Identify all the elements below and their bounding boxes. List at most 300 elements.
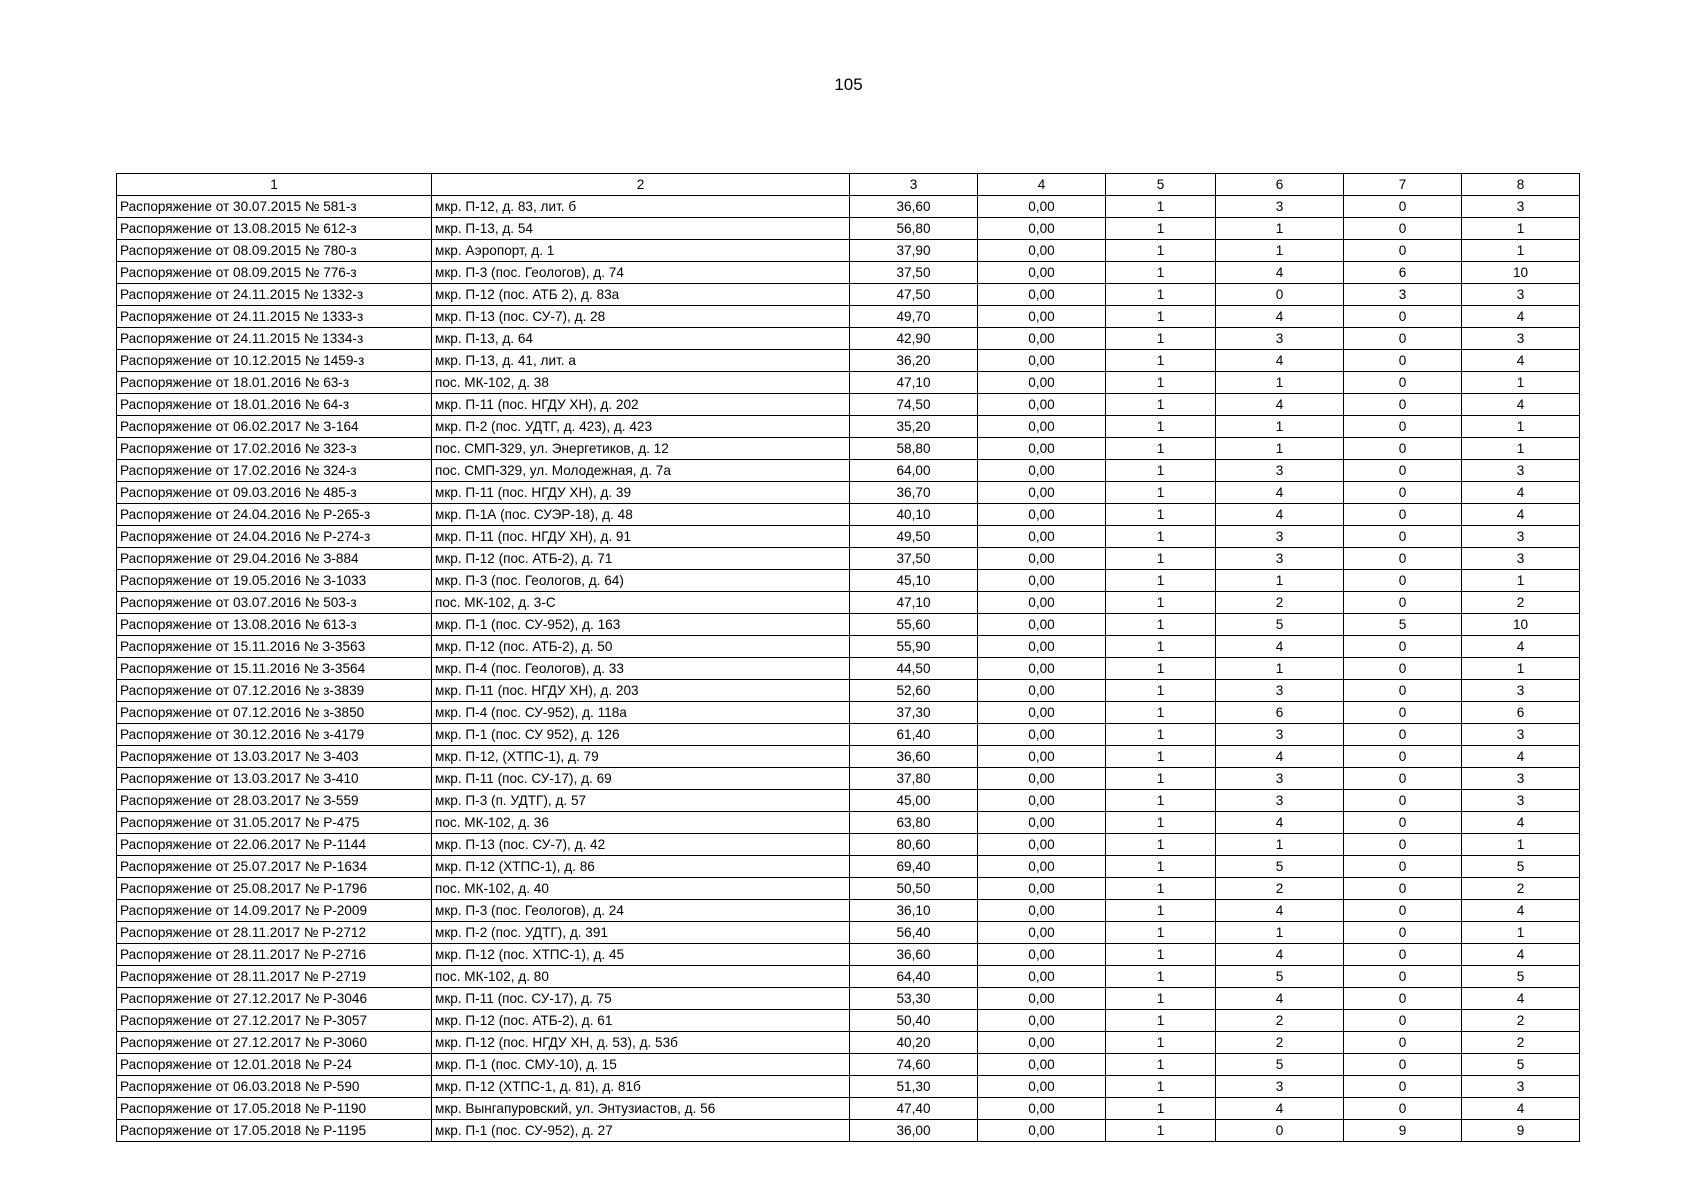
count-cell: 1	[1106, 680, 1216, 702]
table-row	[117, 548, 1580, 570]
table-row	[117, 988, 1580, 1010]
value-cell: 0,00	[978, 966, 1106, 988]
document-cell: Распоряжение от 19.05.2016 № З-1033	[117, 570, 432, 592]
document-cell: Распоряжение от 18.01.2016 № 64-з	[117, 394, 432, 416]
address-cell: мкр. П-11 (пос. СУ-17), д. 75	[432, 988, 850, 1010]
count-cell: 3	[1216, 460, 1344, 482]
count-cell: 1	[1106, 1054, 1216, 1076]
value-cell: 0,00	[978, 944, 1106, 966]
value-cell: 0,00	[978, 724, 1106, 746]
count-cell: 1	[1106, 922, 1216, 944]
table-row	[117, 878, 1580, 900]
address-cell: мкр. П-11 (пос. НГДУ ХН), д. 91	[432, 526, 850, 548]
address-cell: пос. МК-102, д. 36	[432, 812, 850, 834]
table-row	[117, 1010, 1580, 1032]
value-cell: 0,00	[978, 504, 1106, 526]
count-cell: 1	[1106, 1032, 1216, 1054]
table-row	[117, 680, 1580, 702]
table-row	[117, 856, 1580, 878]
count-cell: 1	[1106, 944, 1216, 966]
table-row	[117, 1098, 1580, 1120]
table-row	[117, 284, 1580, 306]
document-cell: Распоряжение от 08.09.2015 № 780-з	[117, 240, 432, 262]
total-cell: 4	[1462, 812, 1580, 834]
address-cell: мкр. П-3 (пос. Геологов), д. 74	[432, 262, 850, 284]
count-cell: 0	[1344, 702, 1462, 724]
address-cell: мкр. П-12 (пос. ХТПС-1), д. 45	[432, 944, 850, 966]
count-cell: 0	[1344, 636, 1462, 658]
document-cell: Распоряжение от 06.02.2017 № З-164	[117, 416, 432, 438]
address-cell: пос. МК-102, д. 80	[432, 966, 850, 988]
address-cell: мкр. П-4 (пос. Геологов), д. 33	[432, 658, 850, 680]
header-cell: 8	[1462, 174, 1580, 196]
total-cell: 1	[1462, 372, 1580, 394]
count-cell: 1	[1106, 526, 1216, 548]
document-cell: Распоряжение от 27.12.2017 № Р-3046	[117, 988, 432, 1010]
area-cell: 64,00	[850, 460, 978, 482]
value-cell: 0,00	[978, 636, 1106, 658]
table-row	[117, 812, 1580, 834]
address-cell: мкр. П-2 (пос. УДТГ, д. 423), д. 423	[432, 416, 850, 438]
count-cell: 3	[1344, 284, 1462, 306]
value-cell: 0,00	[978, 614, 1106, 636]
value-cell: 0,00	[978, 350, 1106, 372]
document-cell: Распоряжение от 24.11.2015 № 1333-з	[117, 306, 432, 328]
value-cell: 0,00	[978, 856, 1106, 878]
table-row	[117, 394, 1580, 416]
table-row	[117, 1054, 1580, 1076]
document-cell: Распоряжение от 31.05.2017 № Р-475	[117, 812, 432, 834]
total-cell: 2	[1462, 878, 1580, 900]
table-row	[117, 328, 1580, 350]
address-cell: мкр. П-1 (пос. СМУ-10), д. 15	[432, 1054, 850, 1076]
count-cell: 3	[1216, 724, 1344, 746]
count-cell: 1	[1216, 372, 1344, 394]
total-cell: 4	[1462, 1098, 1580, 1120]
value-cell: 0,00	[978, 878, 1106, 900]
value-cell: 0,00	[978, 812, 1106, 834]
document-cell: Распоряжение от 17.02.2016 № 323-з	[117, 438, 432, 460]
count-cell: 1	[1106, 438, 1216, 460]
total-cell: 1	[1462, 658, 1580, 680]
header-cell: 5	[1106, 174, 1216, 196]
total-cell: 4	[1462, 636, 1580, 658]
count-cell: 4	[1216, 482, 1344, 504]
total-cell: 4	[1462, 394, 1580, 416]
count-cell: 1	[1106, 614, 1216, 636]
total-cell: 3	[1462, 526, 1580, 548]
count-cell: 0	[1344, 878, 1462, 900]
count-cell: 4	[1216, 988, 1344, 1010]
area-cell: 53,30	[850, 988, 978, 1010]
address-cell: пос. СМП-329, ул. Энергетиков, д. 12	[432, 438, 850, 460]
area-cell: 51,30	[850, 1076, 978, 1098]
table-row	[117, 504, 1580, 526]
count-cell: 0	[1344, 592, 1462, 614]
address-cell: пос. СМП-329, ул. Молодежная, д. 7а	[432, 460, 850, 482]
table-row	[117, 1032, 1580, 1054]
count-cell: 1	[1106, 306, 1216, 328]
address-cell: мкр. П-11 (пос. СУ-17), д. 69	[432, 768, 850, 790]
area-cell: 55,90	[850, 636, 978, 658]
document-cell: Распоряжение от 24.11.2015 № 1332-з	[117, 284, 432, 306]
total-cell: 3	[1462, 460, 1580, 482]
document-cell: Распоряжение от 13.03.2017 № З-403	[117, 746, 432, 768]
total-cell: 1	[1462, 218, 1580, 240]
address-cell: мкр. Вынгапуровский, ул. Энтузиастов, д. 56	[432, 1098, 850, 1120]
table-row	[117, 746, 1580, 768]
address-cell: мкр. П-13, д. 41, лит. а	[432, 350, 850, 372]
table-row	[117, 1120, 1580, 1142]
total-cell: 9	[1462, 1120, 1580, 1142]
table-row	[117, 900, 1580, 922]
count-cell: 5	[1344, 614, 1462, 636]
total-cell: 3	[1462, 1076, 1580, 1098]
address-cell: мкр. П-13 (пос. СУ-7), д. 42	[432, 834, 850, 856]
area-cell: 37,90	[850, 240, 978, 262]
area-cell: 80,60	[850, 834, 978, 856]
value-cell: 0,00	[978, 218, 1106, 240]
count-cell: 0	[1344, 372, 1462, 394]
count-cell: 0	[1344, 746, 1462, 768]
table-row	[117, 944, 1580, 966]
area-cell: 52,60	[850, 680, 978, 702]
count-cell: 0	[1344, 504, 1462, 526]
count-cell: 2	[1216, 1010, 1344, 1032]
area-cell: 36,00	[850, 1120, 978, 1142]
value-cell: 0,00	[978, 526, 1106, 548]
count-cell: 1	[1106, 262, 1216, 284]
document-cell: Распоряжение от 07.12.2016 № з-3839	[117, 680, 432, 702]
value-cell: 0,00	[978, 1010, 1106, 1032]
count-cell: 1	[1106, 812, 1216, 834]
count-cell: 1	[1216, 416, 1344, 438]
address-cell: мкр. П-11 (пос. НГДУ ХН), д. 202	[432, 394, 850, 416]
count-cell: 1	[1216, 658, 1344, 680]
count-cell: 1	[1106, 570, 1216, 592]
value-cell: 0,00	[978, 592, 1106, 614]
count-cell: 4	[1216, 900, 1344, 922]
count-cell: 3	[1216, 548, 1344, 570]
table-row	[117, 1076, 1580, 1098]
value-cell: 0,00	[978, 922, 1106, 944]
count-cell: 0	[1344, 834, 1462, 856]
count-cell: 4	[1216, 262, 1344, 284]
area-cell: 45,10	[850, 570, 978, 592]
count-cell: 4	[1216, 636, 1344, 658]
count-cell: 1	[1106, 196, 1216, 218]
count-cell: 0	[1344, 658, 1462, 680]
total-cell: 1	[1462, 570, 1580, 592]
count-cell: 0	[1344, 1076, 1462, 1098]
count-cell: 1	[1216, 218, 1344, 240]
count-cell: 0	[1344, 438, 1462, 460]
count-cell: 1	[1106, 592, 1216, 614]
table-row	[117, 350, 1580, 372]
address-cell: мкр. П-1 (пос. СУ-952), д. 163	[432, 614, 850, 636]
total-cell: 4	[1462, 746, 1580, 768]
count-cell: 1	[1106, 988, 1216, 1010]
total-cell: 4	[1462, 504, 1580, 526]
value-cell: 0,00	[978, 900, 1106, 922]
area-cell: 49,70	[850, 306, 978, 328]
area-cell: 36,60	[850, 196, 978, 218]
total-cell: 4	[1462, 350, 1580, 372]
count-cell: 4	[1216, 812, 1344, 834]
table-header	[117, 174, 1580, 196]
document-cell: Распоряжение от 15.11.2016 № З-3563	[117, 636, 432, 658]
count-cell: 4	[1216, 944, 1344, 966]
count-cell: 5	[1216, 614, 1344, 636]
count-cell: 1	[1106, 658, 1216, 680]
count-cell: 0	[1344, 900, 1462, 922]
total-cell: 3	[1462, 196, 1580, 218]
count-cell: 1	[1216, 438, 1344, 460]
count-cell: 1	[1106, 636, 1216, 658]
value-cell: 0,00	[978, 284, 1106, 306]
total-cell: 10	[1462, 614, 1580, 636]
value-cell: 0,00	[978, 306, 1106, 328]
table-row	[117, 460, 1580, 482]
total-cell: 2	[1462, 1032, 1580, 1054]
count-cell: 1	[1106, 548, 1216, 570]
count-cell: 1	[1106, 482, 1216, 504]
count-cell: 1	[1106, 768, 1216, 790]
table-row	[117, 438, 1580, 460]
count-cell: 0	[1344, 394, 1462, 416]
area-cell: 45,00	[850, 790, 978, 812]
count-cell: 0	[1344, 482, 1462, 504]
area-cell: 40,10	[850, 504, 978, 526]
total-cell: 1	[1462, 416, 1580, 438]
table-row	[117, 790, 1580, 812]
count-cell: 4	[1216, 504, 1344, 526]
document-cell: Распоряжение от 25.08.2017 № Р-1796	[117, 878, 432, 900]
total-cell: 10	[1462, 262, 1580, 284]
value-cell: 0,00	[978, 262, 1106, 284]
count-cell: 0	[1344, 218, 1462, 240]
count-cell: 2	[1216, 878, 1344, 900]
value-cell: 0,00	[978, 1120, 1106, 1142]
address-cell: мкр. П-12 (пос. АТБ-2), д. 50	[432, 636, 850, 658]
address-cell: мкр. Аэропорт, д. 1	[432, 240, 850, 262]
area-cell: 47,40	[850, 1098, 978, 1120]
total-cell: 1	[1462, 240, 1580, 262]
table-row	[117, 306, 1580, 328]
document-cell: Распоряжение от 17.05.2018 № Р-1190	[117, 1098, 432, 1120]
count-cell: 1	[1216, 922, 1344, 944]
count-cell: 0	[1344, 724, 1462, 746]
count-cell: 0	[1344, 944, 1462, 966]
address-cell: мкр. П-2 (пос. УДТГ), д. 391	[432, 922, 850, 944]
total-cell: 3	[1462, 284, 1580, 306]
count-cell: 3	[1216, 768, 1344, 790]
document-cell: Распоряжение от 15.11.2016 № З-3564	[117, 658, 432, 680]
count-cell: 1	[1106, 1120, 1216, 1142]
count-cell: 0	[1344, 966, 1462, 988]
address-cell: пос. МК-102, д. 38	[432, 372, 850, 394]
address-cell: пос. МК-102, д. 40	[432, 878, 850, 900]
count-cell: 1	[1106, 878, 1216, 900]
count-cell: 0	[1344, 856, 1462, 878]
area-cell: 35,20	[850, 416, 978, 438]
area-cell: 37,30	[850, 702, 978, 724]
area-cell: 47,10	[850, 592, 978, 614]
area-cell: 42,90	[850, 328, 978, 350]
address-cell: мкр. П-4 (пос. СУ-952), д. 118а	[432, 702, 850, 724]
document-cell: Распоряжение от 27.12.2017 № Р-3057	[117, 1010, 432, 1032]
address-cell: мкр. П-1А (пос. СУЭР-18), д. 48	[432, 504, 850, 526]
address-cell: мкр. П-12 (ХТПС-1), д. 86	[432, 856, 850, 878]
count-cell: 0	[1216, 284, 1344, 306]
document-cell: Распоряжение от 24.04.2016 № Р-265-з	[117, 504, 432, 526]
table-row	[117, 768, 1580, 790]
header-cell: 3	[850, 174, 978, 196]
area-cell: 37,50	[850, 262, 978, 284]
count-cell: 1	[1106, 350, 1216, 372]
total-cell: 3	[1462, 724, 1580, 746]
value-cell: 0,00	[978, 482, 1106, 504]
document-cell: Распоряжение от 13.03.2017 № З-410	[117, 768, 432, 790]
total-cell: 4	[1462, 988, 1580, 1010]
value-cell: 0,00	[978, 1098, 1106, 1120]
count-cell: 1	[1106, 240, 1216, 262]
document-cell: Распоряжение от 09.03.2016 № 485-з	[117, 482, 432, 504]
table-row	[117, 526, 1580, 548]
total-cell: 4	[1462, 306, 1580, 328]
count-cell: 1	[1106, 724, 1216, 746]
total-cell: 3	[1462, 790, 1580, 812]
area-cell: 50,50	[850, 878, 978, 900]
address-cell: мкр. П-3 (пос. Геологов, д. 64)	[432, 570, 850, 592]
document-cell: Распоряжение от 17.02.2016 № 324-з	[117, 460, 432, 482]
document-cell: Распоряжение от 28.11.2017 № Р-2716	[117, 944, 432, 966]
count-cell: 5	[1216, 1054, 1344, 1076]
count-cell: 0	[1344, 1010, 1462, 1032]
address-cell: мкр. П-11 (пос. НГДУ ХН), д. 39	[432, 482, 850, 504]
value-cell: 0,00	[978, 372, 1106, 394]
document-cell: Распоряжение от 10.12.2015 № 1459-з	[117, 350, 432, 372]
total-cell: 1	[1462, 438, 1580, 460]
table-row	[117, 218, 1580, 240]
area-cell: 58,80	[850, 438, 978, 460]
count-cell: 1	[1216, 240, 1344, 262]
count-cell: 3	[1216, 680, 1344, 702]
count-cell: 0	[1344, 570, 1462, 592]
area-cell: 56,80	[850, 218, 978, 240]
area-cell: 36,70	[850, 482, 978, 504]
value-cell: 0,00	[978, 834, 1106, 856]
count-cell: 1	[1106, 1076, 1216, 1098]
address-cell: мкр. П-13 (пос. СУ-7), д. 28	[432, 306, 850, 328]
area-cell: 74,50	[850, 394, 978, 416]
count-cell: 1	[1106, 416, 1216, 438]
count-cell: 0	[1344, 548, 1462, 570]
document-cell: Распоряжение от 29.04.2016 № З-884	[117, 548, 432, 570]
area-cell: 36,20	[850, 350, 978, 372]
count-cell: 3	[1216, 328, 1344, 350]
count-cell: 3	[1216, 196, 1344, 218]
count-cell: 0	[1216, 1120, 1344, 1142]
address-cell: мкр. П-3 (пос. Геологов), д. 24	[432, 900, 850, 922]
address-cell: мкр. П-13, д. 64	[432, 328, 850, 350]
table-row	[117, 636, 1580, 658]
total-cell: 4	[1462, 482, 1580, 504]
value-cell: 0,00	[978, 196, 1106, 218]
table-row	[117, 262, 1580, 284]
table-row	[117, 724, 1580, 746]
value-cell: 0,00	[978, 680, 1106, 702]
area-cell: 37,80	[850, 768, 978, 790]
address-cell: мкр. П-12 (пос. НГДУ ХН, д. 53), д. 53б	[432, 1032, 850, 1054]
total-cell: 2	[1462, 1010, 1580, 1032]
address-cell: мкр. П-12 (пос. АТБ-2), д. 71	[432, 548, 850, 570]
count-cell: 0	[1344, 1054, 1462, 1076]
count-cell: 3	[1216, 526, 1344, 548]
count-cell: 1	[1106, 966, 1216, 988]
count-cell: 1	[1106, 900, 1216, 922]
table-row	[117, 966, 1580, 988]
document-cell: Распоряжение от 08.09.2015 № 776-з	[117, 262, 432, 284]
header-cell: 4	[978, 174, 1106, 196]
count-cell: 1	[1106, 790, 1216, 812]
total-cell: 3	[1462, 328, 1580, 350]
count-cell: 0	[1344, 460, 1462, 482]
value-cell: 0,00	[978, 1076, 1106, 1098]
area-cell: 37,50	[850, 548, 978, 570]
table-row	[117, 196, 1580, 218]
header-row	[117, 174, 1580, 196]
document-cell: Распоряжение от 03.07.2016 № 503-з	[117, 592, 432, 614]
document-cell: Распоряжение от 13.08.2016 № 613-з	[117, 614, 432, 636]
value-cell: 0,00	[978, 1054, 1106, 1076]
area-cell: 50,40	[850, 1010, 978, 1032]
header-cell: 2	[432, 174, 850, 196]
count-cell: 1	[1106, 856, 1216, 878]
value-cell: 0,00	[978, 702, 1106, 724]
count-cell: 0	[1344, 922, 1462, 944]
address-cell: мкр. П-1 (пос. СУ-952), д. 27	[432, 1120, 850, 1142]
table-row	[117, 658, 1580, 680]
table-row	[117, 834, 1580, 856]
table-row	[117, 372, 1580, 394]
area-cell: 74,60	[850, 1054, 978, 1076]
page-number: 105	[834, 75, 863, 94]
count-cell: 1	[1106, 702, 1216, 724]
count-cell: 9	[1344, 1120, 1462, 1142]
count-cell: 1	[1216, 834, 1344, 856]
document-cell: Распоряжение от 14.09.2017 № Р-2009	[117, 900, 432, 922]
value-cell: 0,00	[978, 548, 1106, 570]
count-cell: 0	[1344, 790, 1462, 812]
count-cell: 3	[1216, 790, 1344, 812]
count-cell: 0	[1344, 350, 1462, 372]
header-cell: 6	[1216, 174, 1344, 196]
count-cell: 0	[1344, 526, 1462, 548]
value-cell: 0,00	[978, 328, 1106, 350]
table-row	[117, 702, 1580, 724]
value-cell: 0,00	[978, 790, 1106, 812]
area-cell: 44,50	[850, 658, 978, 680]
document-cell: Распоряжение от 25.07.2017 № Р-1634	[117, 856, 432, 878]
count-cell: 2	[1216, 1032, 1344, 1054]
header-cell: 7	[1344, 174, 1462, 196]
total-cell: 3	[1462, 768, 1580, 790]
table-row	[117, 240, 1580, 262]
count-cell: 4	[1216, 746, 1344, 768]
value-cell: 0,00	[978, 768, 1106, 790]
count-cell: 0	[1344, 988, 1462, 1010]
